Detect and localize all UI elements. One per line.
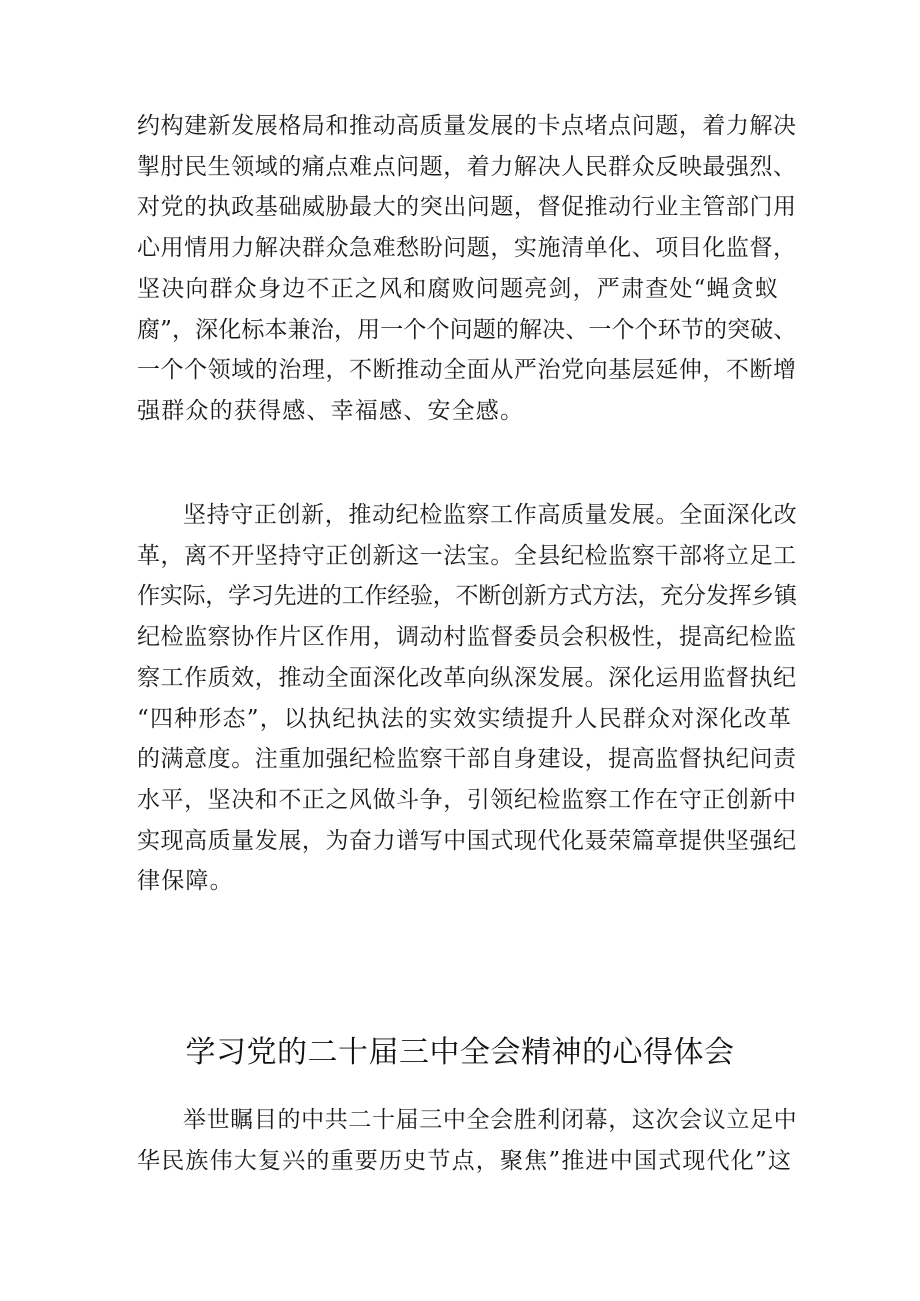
text-line: 一个个领域的治理，不断推动全面从严治党向基层延伸，不断增 [137,357,797,384]
section-heading: 学习党的二十届三中全会精神的心得体会 [185,1035,735,1070]
text-line: 水平，坚决和不正之风做斗争，引领纪检监察工作在守正创新中 [137,786,797,813]
text-line: 腐”，深化标本兼治，用一个个问题的解决、一个个环节的突破、 [137,316,797,343]
text-line: 华民族伟大复兴的重要历史节点，聚焦”推进中国式现代化”这 [137,1147,793,1174]
text-line: 强群众的获得感、幸福感、安全感。 [137,397,525,424]
text-line: 纪检监察协作片区作用，调动村监督委员会积极性，提高纪检监 [137,624,797,651]
text-line: 约构建新发展格局和推动高质量发展的卡点堵点问题，着力解决 [137,113,797,139]
text-line: 坚决向群众身边不正之风和腐败问题亮剑，严肃查处“蝇贪蚁 [137,275,780,302]
text-line: 革，离不开坚持守正创新这一法宝。全县纪检监察干部将立足工 [137,542,797,569]
text-line: 察工作质效，推动全面深化改革向纵深发展。深化运用监督执纪 [137,664,797,691]
text-line: 作实际，学习先进的工作经验，不断创新方式方法，充分发挥乡镇 [137,583,797,610]
text-line: 律保障。 [137,868,234,895]
text-line: “四种形态”，以执纪执法的实效实绩提升人民群众对深化改革 [137,705,793,732]
text-line: 坚持守正创新，推动纪检监察工作高质量发展。全面深化改 [183,502,798,528]
text-line: 举世瞩目的中共二十届三中全会胜利闭幕，这次会议立足中 [183,1107,798,1133]
paragraph-continuation [137,106,797,432]
paragraph-innovation [137,495,797,902]
text-line: 掣肘民生领域的痛点难点问题，着力解决人民群众反映最强烈、 [137,153,797,180]
text-line: 对党的执政基础威胁最大的突出问题，督促推动行业主管部门用 [137,194,797,221]
text-line: 实现高质量发展，为奋力谱写中国式现代化聂荣篇章提供坚强纪 [137,827,797,854]
text-line: 心用情用力解决群众急难愁盼问题，实施清单化、项目化监督， [137,235,797,262]
text-line: 的满意度。注重加强纪检监察干部自身建设，提高监督执纪问责 [137,746,797,773]
paragraph-intro [137,1100,797,1181]
